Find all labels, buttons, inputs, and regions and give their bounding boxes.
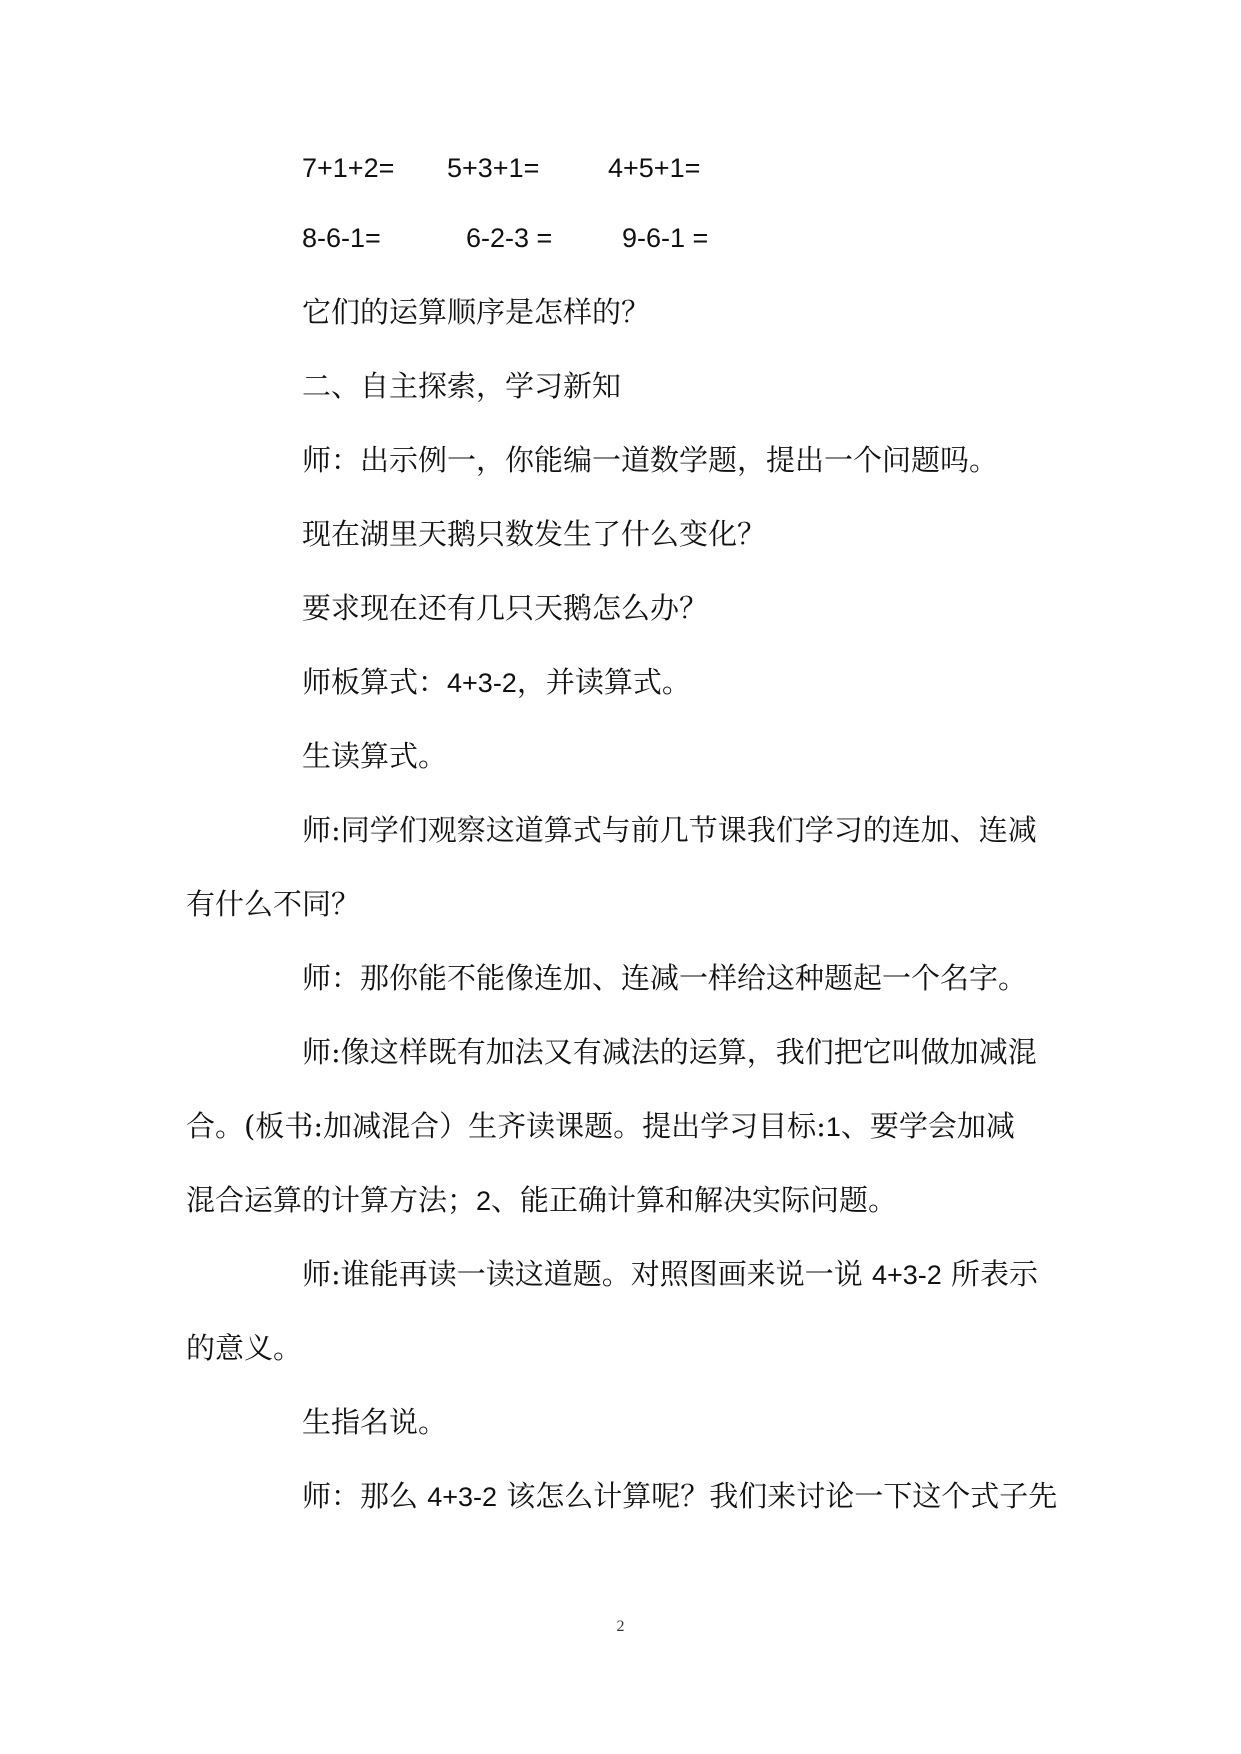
formula-text: 4+3-2	[447, 668, 517, 698]
paragraph-mixed-line1: 师:像这样既有加法又有减法的运算，我们把它叫做加减混	[302, 1035, 1037, 1069]
formula-text: 4+3-2	[872, 1260, 942, 1290]
paragraph-how-many: 要求现在还有几只天鹅怎么办？	[302, 591, 709, 625]
exercise-3: 4+5+1=	[608, 153, 701, 183]
paragraph-compare-line2: 有什么不同？	[186, 887, 361, 921]
text-segment: 、要学会加减	[840, 1109, 1015, 1143]
text-segment: 该怎么计算呢？我们来讨论一下这个式子先	[506, 1479, 1058, 1513]
paragraph-name-it: 师：那你能不能像连加、连减一样给这种题起一个名字。	[302, 961, 1028, 995]
text-segment: 师:谁能再读一读这道题。对照图画来说一说	[302, 1257, 863, 1291]
text-segment: 混合运算的计算方法；	[186, 1183, 477, 1217]
page-number: 2	[616, 1618, 625, 1635]
paragraph-mixed-line3	[186, 1180, 897, 1221]
text-segment: ，并读算式。	[516, 665, 691, 699]
paragraph-how-compute	[302, 1476, 1057, 1517]
paragraph-board-formula	[302, 662, 691, 703]
text-segment: 、能正确计算和解决实际问题。	[491, 1183, 898, 1217]
exercise-2: 5+3+1=	[447, 153, 540, 183]
exercise-1: 7+1+2=	[302, 153, 395, 183]
paragraph-meaning-line2: 的意义。	[186, 1331, 303, 1365]
number-text: 2	[476, 1186, 492, 1216]
exercise-6: 9-6-1 =	[622, 223, 709, 253]
section-heading: 二、自主探索，学习新知	[302, 369, 622, 403]
paragraph-mixed-line2	[186, 1106, 1015, 1147]
paragraph-teacher-example: 师：出示例一，你能编一道数学题，提出一个问题吗。	[302, 443, 999, 477]
text-segment: 所表示	[951, 1257, 1039, 1291]
paragraph-student-say: 生指名说。	[302, 1405, 448, 1439]
text-segment: 师：那么	[302, 1479, 419, 1513]
paragraph-compare-line1: 师:同学们观察这道算式与前几节课我们学习的连加、连减	[302, 813, 1037, 847]
number-text: 1	[825, 1112, 841, 1142]
formula-text: 4+3-2	[427, 1482, 498, 1512]
paragraph-swan-change: 现在湖里天鹅只数发生了什么变化？	[302, 517, 767, 551]
text-segment: 师板算式：	[302, 665, 448, 699]
text-segment: 合。(板书:加减混合）生齐读课题。提出学习目标:	[186, 1109, 826, 1143]
paragraph-student-read: 生读算式。	[302, 739, 448, 773]
exercise-5: 6-2-3 =	[466, 223, 553, 253]
paragraph-order-question: 它们的运算顺序是怎样的？	[302, 295, 651, 329]
exercise-4: 8-6-1=	[302, 223, 381, 253]
paragraph-meaning-line1	[302, 1254, 1038, 1295]
